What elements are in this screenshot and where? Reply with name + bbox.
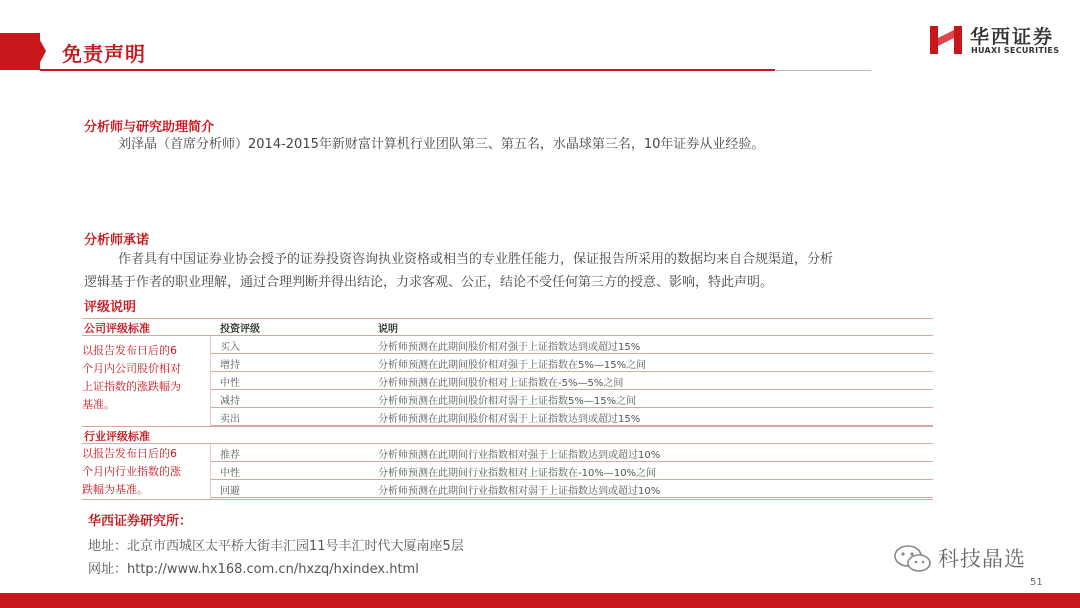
rating-desc: 分析师预测在此期间股价相对强于上证指数达到或超过15% <box>378 342 641 353</box>
rating-desc: 分析师预测在此期间行业指数相对弱于上证指数达到或超过10% <box>378 486 661 497</box>
rating-desc: 分析师预测在此期间股价相对强于上证指数在5%—15%之间 <box>378 360 647 371</box>
table-row <box>210 336 933 354</box>
rating-label: 卖出 <box>220 414 240 425</box>
table-row <box>210 390 933 408</box>
table-row <box>210 444 933 462</box>
rating-label: 减持 <box>220 396 240 407</box>
institute-website[interactable]: 网址：http://www.hx168.com.cn/hxzq/hxindex.html <box>88 562 419 577</box>
institute-title: 华西证券研究所： <box>88 514 193 529</box>
header-arrow-shape <box>36 33 46 70</box>
institute-address: 地址：北京市西城区太平桥大街丰汇园11号丰汇时代大厦南座5层 <box>88 539 464 554</box>
industry-rating-header: 行业评级标准 <box>84 430 150 443</box>
rating-desc: 分析师预测在此期间股价相对弱于上证指数5%—15%之间 <box>378 396 637 407</box>
rating-desc: 分析师预测在此期间股价相对弱于上证指数达到或超过15% <box>378 414 641 425</box>
company-basis-line: 上证指数的涨跌幅为 <box>82 380 181 393</box>
company-basis-line: 个月内公司股价相对 <box>82 362 181 375</box>
commitment-line-1: 作者具有中国证券业协会授予的证券投资咨询执业资格或相当的专业胜任能力，保证报告所采用的数据均来自合规渠道，分析 <box>118 252 834 267</box>
watermark-text: 科技晶选 <box>938 547 1026 571</box>
company-basis-line: 基准。 <box>82 398 115 411</box>
table-row <box>210 372 933 390</box>
rating-label: 回避 <box>220 486 240 497</box>
industry-header-row <box>82 426 933 444</box>
page-title: 免责声明 <box>62 42 146 66</box>
rating-desc: 分析师预测在此期间行业指数相对强于上证指数达到或超过10% <box>378 450 661 461</box>
rating-label: 推荐 <box>220 450 240 461</box>
table-bottom-border <box>82 499 933 500</box>
footer-red-band <box>0 593 1080 608</box>
logo-text-en: HUAXI SECURITIES <box>971 46 1060 55</box>
company-header-row <box>82 318 933 336</box>
industry-basis-line: 以报告发布日后的6 <box>82 447 177 460</box>
table-row <box>210 462 933 480</box>
page-number: 51 <box>1030 577 1043 588</box>
table-row <box>210 354 933 372</box>
col-description: 说明 <box>378 324 398 335</box>
analyst-section-title: 分析师与研究助理简介 <box>84 120 215 135</box>
header-divider-grey <box>775 70 871 71</box>
company-rating-header: 公司评级标准 <box>84 322 150 335</box>
rating-label: 中性 <box>220 378 240 389</box>
huaxi-logo-icon <box>928 24 964 56</box>
commitment-line-2: 逻辑基于作者的职业理解，通过合理判断并得出结论，力求客观、公正，结论不受任何第三方的授意、影响，特此声明。 <box>84 275 774 290</box>
header-red-band <box>0 33 40 70</box>
rating-desc: 分析师预测在此期间股价相对上证指数在-5%—5%之间 <box>378 378 624 389</box>
table-col-divider <box>210 336 211 426</box>
rating-label: 增持 <box>220 360 240 371</box>
rating-label: 中性 <box>220 468 240 479</box>
col-investment-rating: 投资评级 <box>220 324 260 335</box>
industry-basis-line: 个月内行业指数的涨 <box>82 465 181 478</box>
commitment-section-title: 分析师承诺 <box>84 233 150 248</box>
company-basis-text <box>82 342 210 414</box>
table-row <box>210 408 933 426</box>
industry-basis-line: 跌幅为基准。 <box>82 483 148 496</box>
analyst-intro-text: 刘泽晶（首席分析师）2014-2015年新财富计算机行业团队第三、第五名，水晶球第三名，10年证券从业经验。 <box>118 137 765 152</box>
table-col-divider <box>210 444 211 499</box>
industry-basis-text <box>82 445 210 499</box>
rating-desc: 分析师预测在此期间行业指数相对上证指数在-10%—10%之间 <box>378 468 657 479</box>
table-row <box>210 480 933 498</box>
header-divider <box>40 69 775 71</box>
rating-section-title: 评级说明 <box>84 300 137 315</box>
wechat-icon <box>893 543 933 575</box>
logo-text-cn: 华西证券 <box>970 26 1055 48</box>
company-basis-line: 以报告发布日后的6 <box>82 344 177 357</box>
rating-label: 买入 <box>220 342 240 353</box>
